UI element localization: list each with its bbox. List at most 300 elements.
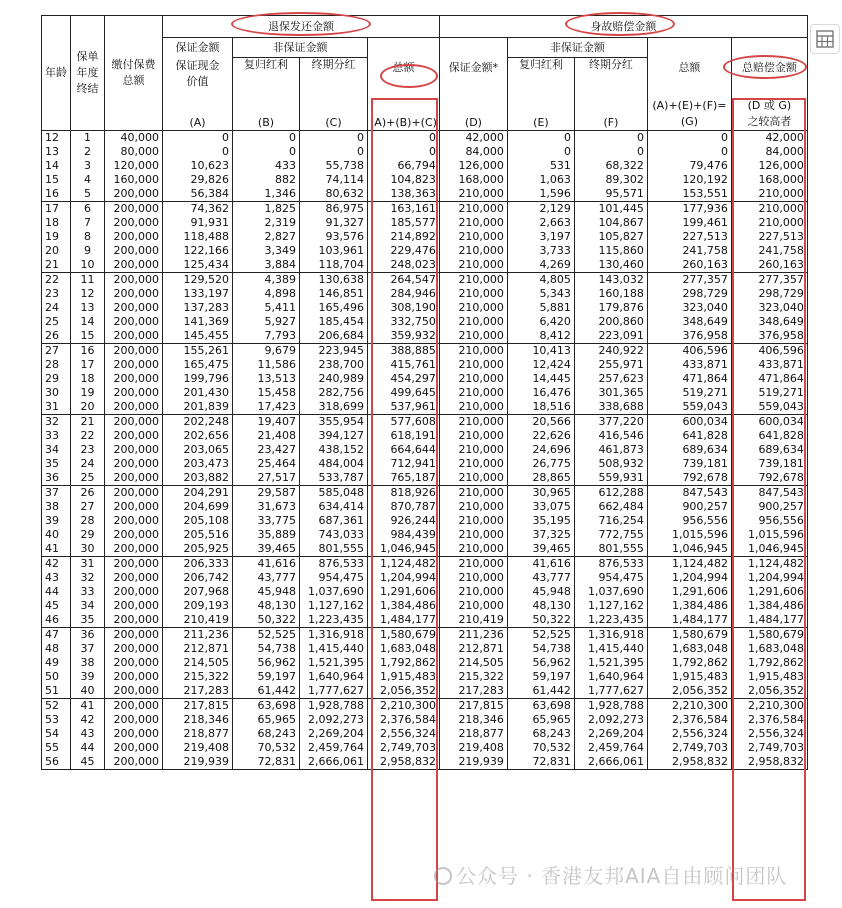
table-cell: 308,190 — [368, 301, 440, 315]
table-cell: 48,130 — [233, 599, 300, 613]
table-cell: 56,384 — [163, 187, 233, 202]
table-cell: 792,678 — [731, 471, 807, 486]
table-cell: 217,815 — [163, 698, 233, 713]
table-cell: 45 — [42, 599, 71, 613]
table-cell: 406,596 — [647, 343, 731, 358]
table-cell: 248,023 — [368, 258, 440, 273]
table-cell: 46 — [42, 613, 71, 628]
table-cell: 35 — [71, 613, 105, 628]
table-cell: 433,871 — [731, 358, 807, 372]
table-cell: 641,828 — [731, 429, 807, 443]
table-cell: 199,461 — [647, 216, 731, 230]
table-cell: 801,555 — [300, 542, 368, 557]
table-cell: 215,322 — [439, 670, 507, 684]
table-cell: 210,000 — [439, 599, 507, 613]
table-cell: 200,000 — [105, 713, 163, 727]
table-cell: 217,283 — [163, 684, 233, 699]
table-cell: 2,958,832 — [731, 755, 807, 770]
table-cell: 37 — [42, 485, 71, 500]
wechat-icon — [434, 867, 452, 885]
table-cell: 217,283 — [439, 684, 507, 699]
table-cell: 2,749,703 — [647, 741, 731, 755]
table-cell: 210,000 — [439, 485, 507, 500]
table-cell: 66,794 — [368, 159, 440, 173]
table-cell: 61,442 — [507, 684, 574, 699]
table-cell: 33,775 — [233, 514, 300, 528]
table-cell: 12,424 — [507, 358, 574, 372]
table-cell: 13 — [42, 145, 71, 159]
table-cell: 11 — [71, 272, 105, 287]
table-cell: 1,223,435 — [574, 613, 647, 628]
table-cell: 1,825 — [233, 201, 300, 216]
table-cell: 210,000 — [439, 500, 507, 514]
table-row — [42, 386, 808, 400]
header-col-e: (E) — [507, 98, 574, 131]
table-cell: 41,616 — [507, 556, 574, 571]
table-cell: 5,411 — [233, 301, 300, 315]
table-cell: 72,831 — [507, 755, 574, 770]
table-cell: 227,513 — [647, 230, 731, 244]
table-cell: 210,000 — [731, 201, 807, 216]
header-death-group: 身故赔偿金额 — [439, 16, 807, 38]
table-cell: 35,889 — [233, 528, 300, 542]
table-cell: 743,033 — [300, 528, 368, 542]
table-cell: 801,555 — [574, 542, 647, 557]
table-row — [42, 216, 808, 230]
table-cell: 200,000 — [105, 372, 163, 386]
table-cell: 2,556,324 — [647, 727, 731, 741]
table-row — [42, 556, 808, 571]
table-cell: 1,915,483 — [368, 670, 440, 684]
table-cell: 210,000 — [439, 542, 507, 557]
table-cell: 63,698 — [507, 698, 574, 713]
table-cell: 205,925 — [163, 542, 233, 557]
table-cell: 45,948 — [507, 585, 574, 599]
table-cell: 52,525 — [507, 627, 574, 642]
table-cell: 52,525 — [233, 627, 300, 642]
table-row — [42, 173, 808, 187]
table-cell: 130,460 — [574, 258, 647, 273]
table-cell: 29,826 — [163, 173, 233, 187]
table-cell: 65,965 — [233, 713, 300, 727]
table-cell: 200,000 — [105, 329, 163, 344]
table-cell: 30 — [42, 386, 71, 400]
table-row — [42, 130, 808, 145]
table-cell: 318,699 — [300, 400, 368, 415]
table-cell: 42 — [71, 713, 105, 727]
table-cell: 209,193 — [163, 599, 233, 613]
table-cell: 25,464 — [233, 457, 300, 471]
table-cell: 2,210,300 — [647, 698, 731, 713]
table-cell: 223,091 — [574, 329, 647, 344]
table-cell: 229,476 — [368, 244, 440, 258]
table-row — [42, 542, 808, 557]
table-cell: 2,376,584 — [731, 713, 807, 727]
table-cell: 211,236 — [439, 627, 507, 642]
table-cell: 18 — [71, 372, 105, 386]
table-cell: 210,000 — [439, 329, 507, 344]
header-col-f: (F) — [574, 98, 647, 131]
table-cell: 206,742 — [163, 571, 233, 585]
table-cell: 23,427 — [233, 443, 300, 457]
table-cell: 27 — [42, 343, 71, 358]
table-cell: 323,040 — [731, 301, 807, 315]
table-cell: 214,892 — [368, 230, 440, 244]
table-cell: 1,683,048 — [368, 642, 440, 656]
header-policy-year: 保单年度终结 — [71, 16, 105, 131]
table-row — [42, 713, 808, 727]
table-cell: 0 — [574, 130, 647, 145]
table-cell: 27 — [71, 500, 105, 514]
table-cell: 38 — [71, 656, 105, 670]
table-cell: 200,000 — [105, 599, 163, 613]
table-cell: 200,000 — [105, 542, 163, 557]
table-cell: 716,254 — [574, 514, 647, 528]
table-cell: 45,948 — [233, 585, 300, 599]
table-cell: 50,322 — [233, 613, 300, 628]
table-cell: 214,505 — [439, 656, 507, 670]
table-cell: 43,777 — [233, 571, 300, 585]
table-cell: 1,792,862 — [368, 656, 440, 670]
table-cell: 55,738 — [300, 159, 368, 173]
table-cell: 277,357 — [731, 272, 807, 287]
table-cell: 26 — [71, 485, 105, 500]
table-cell: 47 — [42, 627, 71, 642]
table-cell: 207,968 — [163, 585, 233, 599]
table-cell: 689,634 — [731, 443, 807, 457]
table-cell: 24 — [71, 457, 105, 471]
table-cell: 4 — [71, 173, 105, 187]
table-cell: 31 — [42, 400, 71, 415]
table-cell: 70,532 — [233, 741, 300, 755]
table-cell: 17 — [71, 358, 105, 372]
table-cell: 1,640,964 — [300, 670, 368, 684]
table-cell: 2,376,584 — [647, 713, 731, 727]
table-cell: 14 — [71, 315, 105, 329]
table-cell: 43 — [42, 571, 71, 585]
table-cell: 44 — [42, 585, 71, 599]
table-cell: 3,349 — [233, 244, 300, 258]
table-cell: 31 — [71, 556, 105, 571]
table-cell: 433 — [233, 159, 300, 173]
header-col-c: (C) — [300, 98, 368, 131]
table-cell: 298,729 — [731, 287, 807, 301]
table-cell: 200,000 — [105, 272, 163, 287]
table-cell: 42 — [42, 556, 71, 571]
table-cell: 210,000 — [439, 514, 507, 528]
table-cell: 8,412 — [507, 329, 574, 344]
table-row — [42, 741, 808, 755]
table-cell: 984,439 — [368, 528, 440, 542]
table-cell: 215,322 — [163, 670, 233, 684]
table-cell: 2,056,352 — [368, 684, 440, 699]
table-cell: 120,000 — [105, 159, 163, 173]
table-cell: 204,291 — [163, 485, 233, 500]
table-cell: 202,656 — [163, 429, 233, 443]
table-cell: 219,939 — [439, 755, 507, 770]
table-cell: 15,458 — [233, 386, 300, 400]
table-cell: 33,075 — [507, 500, 574, 514]
table-cell: 4,269 — [507, 258, 574, 273]
table-cell: 200,000 — [105, 556, 163, 571]
table-cell: 2,666,061 — [574, 755, 647, 770]
table-cell: 1,037,690 — [574, 585, 647, 599]
table-row — [42, 656, 808, 670]
table-cell: 42,000 — [731, 130, 807, 145]
table-cell: 202,248 — [163, 414, 233, 429]
table-cell: 2 — [71, 145, 105, 159]
table-cell: 338,688 — [574, 400, 647, 415]
table-cell: 23 — [42, 287, 71, 301]
table-cell: 1,384,486 — [368, 599, 440, 613]
table-cell: 19,407 — [233, 414, 300, 429]
table-cell: 415,761 — [368, 358, 440, 372]
table-cell: 160,188 — [574, 287, 647, 301]
table-cell: 205,108 — [163, 514, 233, 528]
table-cell: 9 — [71, 244, 105, 258]
table-cell: 200,000 — [105, 287, 163, 301]
table-cell: 210,000 — [439, 400, 507, 415]
table-cell: 200,000 — [105, 457, 163, 471]
table-cell: 74,362 — [163, 201, 233, 216]
table-cell: 301,365 — [574, 386, 647, 400]
table-cell: 200,000 — [105, 400, 163, 415]
table-cell: 1,484,177 — [731, 613, 807, 628]
table-cell: 146,851 — [300, 287, 368, 301]
table-cell: 600,034 — [731, 414, 807, 429]
table-cell: 55 — [42, 741, 71, 755]
table-cell: 16 — [42, 187, 71, 202]
table-cell: 33 — [42, 429, 71, 443]
table-cell: 454,297 — [368, 372, 440, 386]
table-cell: 41 — [42, 542, 71, 557]
table-cell: 105,827 — [574, 230, 647, 244]
table-cell: 499,645 — [368, 386, 440, 400]
table-cell: 870,787 — [368, 500, 440, 514]
table-cell: 210,000 — [439, 429, 507, 443]
table-cell: 1,580,679 — [731, 627, 807, 642]
table-cell: 35,195 — [507, 514, 574, 528]
table-cell: 210,000 — [439, 216, 507, 230]
table-cell: 219,408 — [439, 741, 507, 755]
table-cell: 130,638 — [300, 272, 368, 287]
table-cell: 5 — [71, 187, 105, 202]
table-cell: 260,163 — [647, 258, 731, 273]
table-cell: 1,580,679 — [647, 627, 731, 642]
table-cell: 1,291,606 — [647, 585, 731, 599]
table-cell: 641,828 — [647, 429, 731, 443]
table-cell: 210,000 — [439, 358, 507, 372]
table-row — [42, 684, 808, 699]
table-cell: 1,124,482 — [368, 556, 440, 571]
benefit-illustration-sheet — [41, 15, 808, 770]
table-cell: 217,815 — [439, 698, 507, 713]
table-cell: 241,758 — [647, 244, 731, 258]
table-cell: 52 — [42, 698, 71, 713]
table-cell: 145,455 — [163, 329, 233, 344]
table-cell: 1,792,862 — [647, 656, 731, 670]
table-cell: 1,792,862 — [731, 656, 807, 670]
table-cell: 471,864 — [647, 372, 731, 386]
table-cell: 15 — [71, 329, 105, 344]
table-cell: 0 — [368, 145, 440, 159]
table-row — [42, 627, 808, 642]
table-cell: 24 — [42, 301, 71, 315]
table-cell: 25 — [42, 315, 71, 329]
table-cell: 218,877 — [163, 727, 233, 741]
table-cell: 376,958 — [731, 329, 807, 344]
table-cell: 240,989 — [300, 372, 368, 386]
table-cell: 210,419 — [163, 613, 233, 628]
table-cell: 2,958,832 — [647, 755, 731, 770]
table-cell: 18 — [42, 216, 71, 230]
table-cell: 876,533 — [300, 556, 368, 571]
table-cell: 21,408 — [233, 429, 300, 443]
table-cell: 847,543 — [731, 485, 807, 500]
table-cell: 5,881 — [507, 301, 574, 315]
table-cell: 200,000 — [105, 571, 163, 585]
table-cell: 29 — [71, 528, 105, 542]
table-cell: 33 — [71, 585, 105, 599]
table-cell: 125,434 — [163, 258, 233, 273]
table-cell: 201,839 — [163, 400, 233, 415]
table-cell: 200,000 — [105, 443, 163, 457]
header-terminal-dividend: 终期分红 — [300, 58, 368, 98]
table-cell: 10,623 — [163, 159, 233, 173]
table-cell: 22 — [71, 429, 105, 443]
table-cell: 15 — [42, 173, 71, 187]
header-age: 年龄 — [42, 16, 71, 131]
table-cell: 19 — [71, 386, 105, 400]
table-cell: 26 — [42, 329, 71, 344]
table-cell: 101,445 — [574, 201, 647, 216]
table-cell: 2,459,764 — [574, 741, 647, 755]
table-row — [42, 698, 808, 713]
table-cell: 926,244 — [368, 514, 440, 528]
table-cell: 210,000 — [439, 414, 507, 429]
table-cell: 1,037,690 — [300, 585, 368, 599]
table-body — [42, 130, 808, 769]
table-cell: 2,210,300 — [731, 698, 807, 713]
table-cell: 2,556,324 — [731, 727, 807, 741]
table-cell: 54 — [42, 727, 71, 741]
table-row — [42, 457, 808, 471]
table-cell: 2,958,832 — [368, 755, 440, 770]
table-cell: 218,877 — [439, 727, 507, 741]
table-cell: 394,127 — [300, 429, 368, 443]
table-cell: 461,873 — [574, 443, 647, 457]
table-cell: 22 — [42, 272, 71, 287]
table-cell: 22,626 — [507, 429, 574, 443]
header-death-reversionary: 复归红利 — [507, 58, 574, 98]
table-cell: 17 — [42, 201, 71, 216]
table-cell: 876,533 — [574, 556, 647, 571]
table-cell: 359,932 — [368, 329, 440, 344]
table-cell: 200,000 — [105, 343, 163, 358]
table-cell: 1,580,679 — [368, 627, 440, 642]
table-cell: 531 — [507, 159, 574, 173]
table-cell: 585,048 — [300, 485, 368, 500]
table-cell: 954,475 — [300, 571, 368, 585]
table-cell: 664,644 — [368, 443, 440, 457]
table-cell: 200,000 — [105, 684, 163, 699]
table-cell: 9,679 — [233, 343, 300, 358]
table-cell: 200,000 — [105, 642, 163, 656]
table-cell: 210,000 — [439, 258, 507, 273]
table-cell: 210,000 — [439, 272, 507, 287]
table-cell: 203,882 — [163, 471, 233, 486]
table-cell: 36 — [42, 471, 71, 486]
table-cell: 0 — [647, 145, 731, 159]
table-cell: 882 — [233, 173, 300, 187]
table-cell: 689,634 — [647, 443, 731, 457]
table-cell: 28 — [42, 358, 71, 372]
table-cell: 792,678 — [647, 471, 731, 486]
table-cell: 200,000 — [105, 755, 163, 770]
table-cell: 24,696 — [507, 443, 574, 457]
table-cell: 600,034 — [647, 414, 731, 429]
table-row — [42, 258, 808, 273]
table-cell: 1,316,918 — [300, 627, 368, 642]
table-row — [42, 670, 808, 684]
table-cell: 204,699 — [163, 500, 233, 514]
table-cell: 200,000 — [105, 471, 163, 486]
table-cell: 31,673 — [233, 500, 300, 514]
table-cell: 1,521,395 — [300, 656, 368, 670]
table-row — [42, 727, 808, 741]
table-cell: 210,000 — [439, 443, 507, 457]
header-non-guaranteed: 非保证金额 — [233, 38, 368, 58]
header-death-terminal: 终期分红 — [574, 58, 647, 98]
table-cell: 30 — [71, 542, 105, 557]
table-row — [42, 414, 808, 429]
table-cell: 23 — [71, 443, 105, 457]
table-row — [42, 315, 808, 329]
table-cell: 1,127,162 — [300, 599, 368, 613]
expand-button[interactable] — [810, 24, 840, 54]
table-cell: 1,291,606 — [368, 585, 440, 599]
table-cell: 765,187 — [368, 471, 440, 486]
table-cell: 200,860 — [574, 315, 647, 329]
table-cell: 21 — [71, 414, 105, 429]
table-cell: 185,454 — [300, 315, 368, 329]
table-cell: 712,941 — [368, 457, 440, 471]
table-cell: 954,475 — [574, 571, 647, 585]
table-row — [42, 358, 808, 372]
benefit-table — [41, 15, 808, 770]
table-row — [42, 372, 808, 386]
table-cell: 16 — [71, 343, 105, 358]
table-cell: 54,738 — [507, 642, 574, 656]
watermark: 公众号 · 香港友邦AIA自由顾问团队 — [434, 860, 787, 889]
table-cell: 2,827 — [233, 230, 300, 244]
table-cell: 416,546 — [574, 429, 647, 443]
table-cell: 0 — [507, 130, 574, 145]
table-cell: 6 — [71, 201, 105, 216]
table-cell: 165,496 — [300, 301, 368, 315]
table-cell: 122,166 — [163, 244, 233, 258]
table-cell: 80,632 — [300, 187, 368, 202]
table-cell: 210,000 — [439, 201, 507, 216]
table-cell: 0 — [163, 145, 233, 159]
table-cell: 39,465 — [507, 542, 574, 557]
table-cell: 65,965 — [507, 713, 574, 727]
table-cell: 257,623 — [574, 372, 647, 386]
table-cell: 91,327 — [300, 216, 368, 230]
table-cell: 61,442 — [233, 684, 300, 699]
table-cell: 3,197 — [507, 230, 574, 244]
table-cell: 818,926 — [368, 485, 440, 500]
